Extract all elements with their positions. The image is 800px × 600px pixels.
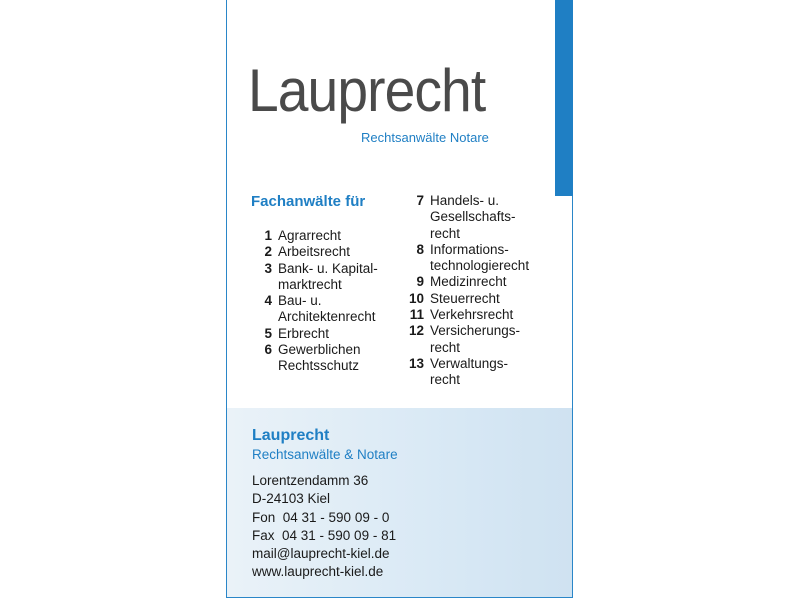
- list-item: [254, 326, 378, 342]
- list-item: [254, 261, 378, 294]
- footer-subtitle: Rechtsanwälte & Notare: [252, 447, 398, 462]
- item-label: Bau- u. Architektenrecht: [278, 293, 376, 325]
- list-item: [254, 342, 378, 375]
- item-label: Bank- u. Kapital- marktrecht: [278, 260, 378, 292]
- list-item: [404, 193, 529, 242]
- specialties-heading: Fachanwälte für: [251, 193, 366, 210]
- item-number: 10: [408, 290, 424, 306]
- item-label: Versicherungs- recht: [430, 323, 521, 355]
- list-item: [404, 323, 529, 356]
- list-item: [404, 242, 529, 275]
- accent-bar: [555, 0, 573, 196]
- tagline: Rechtsanwälte Notare: [361, 130, 489, 145]
- list-item: [404, 356, 529, 389]
- address-street: Lorentzendamm 36: [252, 473, 369, 488]
- item-number: 4: [264, 293, 272, 309]
- website-url: www.lauprecht-kiel.de: [252, 564, 384, 580]
- item-label: Gewerblichen Rechtsschutz: [278, 342, 361, 374]
- item-label: Agrarrecht: [278, 228, 342, 243]
- item-number: 2: [264, 244, 272, 260]
- item-label: Handels- u. Gesellschafts- recht: [430, 193, 516, 241]
- specialties-list-right: [404, 193, 529, 389]
- list-item: [254, 244, 378, 260]
- item-number: 1: [264, 228, 272, 243]
- email-address: mail@lauprecht-kiel.de: [252, 546, 390, 562]
- item-number: 7: [416, 193, 424, 208]
- item-number: 9: [416, 274, 424, 290]
- item-label: Erbrecht: [278, 325, 330, 341]
- specialties-list-left: [254, 228, 378, 375]
- list-item: [404, 274, 529, 290]
- list-item: [254, 228, 378, 244]
- list-item: [404, 307, 529, 323]
- item-label: Medizinrecht: [430, 274, 507, 290]
- fax-number: Fax 04 31 - 590 09 - 81: [252, 527, 397, 543]
- item-label: Verkehrsrecht: [430, 307, 514, 323]
- phone-number: Fon 04 31 - 590 09 - 0: [252, 509, 390, 525]
- list-item: [404, 291, 529, 307]
- item-number: 3: [264, 260, 272, 276]
- item-label: Arbeitsrecht: [278, 244, 351, 260]
- item-number: 8: [416, 241, 424, 257]
- logo-text: Lauprecht: [248, 57, 486, 124]
- contact-block: [252, 472, 396, 582]
- item-number: 5: [264, 325, 272, 341]
- address-city: D-24103 Kiel: [252, 491, 331, 507]
- item-label: Informations- technologierecht: [430, 241, 530, 274]
- item-number: 6: [264, 342, 272, 358]
- item-label: Steuerrecht: [430, 290, 500, 306]
- footer-firm-name: Lauprecht: [252, 427, 330, 444]
- item-number: 11: [409, 307, 424, 323]
- item-number: 13: [408, 355, 424, 371]
- list-item: [254, 293, 378, 326]
- item-label: Verwaltungs- recht: [430, 355, 509, 388]
- item-number: 12: [408, 323, 424, 339]
